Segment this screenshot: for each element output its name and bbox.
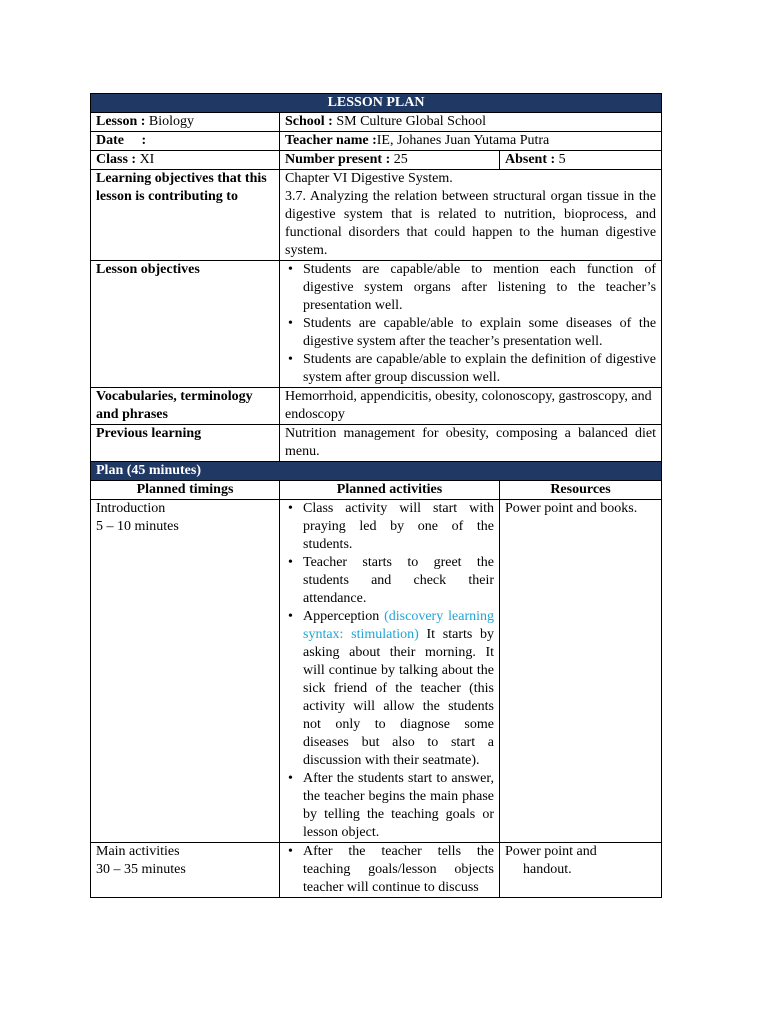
planned-activities-header: Planned activities [280,481,500,500]
introduction-activities-cell [280,500,500,843]
lesson-objectives-label: Lesson objectives [91,261,280,388]
learning-objectives-label: Learning objectives that this lesson is contributing to [91,170,280,261]
discovery-syntax-highlight: (discovery learning syntax: stimulation) [303,609,494,642]
list-item: • Students are capable/able to explain the definition of digestive system after group discussion well. [303,351,656,387]
main-resources-line-2: handout. [523,862,572,877]
school-value: SM Culture Global School [336,114,487,129]
previous-learning-value: Nutrition management for obesity, composing a balanced diet menu. [280,425,662,462]
objective-text: 3.7. Analyzing the relation between structural organ tissue in the digestive system that is related to nutrition, bioprocess, and functional disorders that could happen to the human digestive system. [285,189,657,258]
vocabularies-row [91,388,662,425]
list-item: • After the students start to answer, the teacher begins the main phase by telling the teaching goals or lesson object. [303,770,494,842]
lesson-label: Lesson : [96,114,146,129]
absent-cell [500,151,662,170]
plan-header-row [91,462,662,481]
lesson-value: Biology [148,114,195,129]
main-activities-list [285,843,494,897]
lesson-objectives-row [91,261,662,388]
list-item: • Students are capable/able to mention each function of digestive system organs after listening to the teacher’s presentation well. [303,261,656,315]
date-row [91,132,662,151]
number-present-value: 25 [393,152,408,167]
number-present-cell [280,151,500,170]
introduction-resources: Power point and books. [500,500,662,843]
vocabularies-value: Hemorrhoid, appendicitis, obesity, colonoscopy, gastroscopy, and endoscopy [280,388,662,425]
main-timing-cell [91,843,280,898]
lesson-plan-table [90,93,662,898]
title-row [91,94,662,113]
resources-header: Resources [500,481,662,500]
main-activities-time: 30 – 35 minutes [96,862,186,877]
learning-objectives-row [91,170,662,261]
vocabularies-label: Vocabularies, terminology and phrases [91,388,280,425]
school-cell [280,113,662,132]
learning-objectives-cell [280,170,662,261]
absent-label: Absent : [505,152,556,167]
main-resources-line-1: Power point and [505,844,597,859]
introduction-timing-cell [91,500,280,843]
date-cell [91,132,280,151]
introduction-row [91,500,662,843]
list-item [303,608,494,770]
teacher-label: Teacher name : [285,133,377,148]
list-item: • Teacher starts to greet the students and check their attendance. [303,554,494,608]
previous-learning-label: Previous learning [91,425,280,462]
main-activities-row [91,843,662,898]
lesson-objectives-list [285,261,656,387]
lesson-objectives-cell [280,261,662,388]
introduction-activities-list [285,500,494,842]
main-activities-name: Main activities [96,844,180,859]
main-resources-cell [500,843,662,898]
school-label: School : [285,114,333,129]
list-item: • Students are capable/able to explain some diseases of the digestive system after the teacher’s presentation well. [303,315,656,351]
plan-header: Plan (45 minutes) [91,462,662,481]
planned-timings-header: Planned timings [91,481,280,500]
introduction-name: Introduction [96,501,166,516]
number-present-label: Number present : [285,152,391,167]
lesson-row [91,113,662,132]
list-item: • After the teacher tells the teaching goals/lesson objects teacher will continue to discuss [303,843,494,897]
class-value: XI [139,152,155,167]
apperception-lead: Apperception [303,609,380,624]
introduction-time: 5 – 10 minutes [96,519,179,534]
class-label: Class : [96,152,137,167]
previous-learning-row [91,425,662,462]
teacher-cell [280,132,662,151]
class-row [91,151,662,170]
class-cell [91,151,280,170]
list-item: • Class activity will start with praying led by one of the students. [303,500,494,554]
lesson-plan-title: LESSON PLAN [91,94,662,113]
main-activities-cell [280,843,500,898]
teacher-value: IE, Johanes Juan Yutama Putra [376,133,550,148]
absent-value: 5 [558,152,566,167]
chapter-text: Chapter VI Digestive System. [285,171,453,186]
column-header-row [91,481,662,500]
lesson-plan-page [90,93,661,898]
lesson-cell [91,113,280,132]
apperception-rest: It starts by asking about their morning. It will continue by talking about the sick friend of the teacher (this activity will allow the students not only to diagnose some diseases but also to start a discussion with their seatmate). [303,627,495,768]
date-label: Date : [96,133,147,148]
